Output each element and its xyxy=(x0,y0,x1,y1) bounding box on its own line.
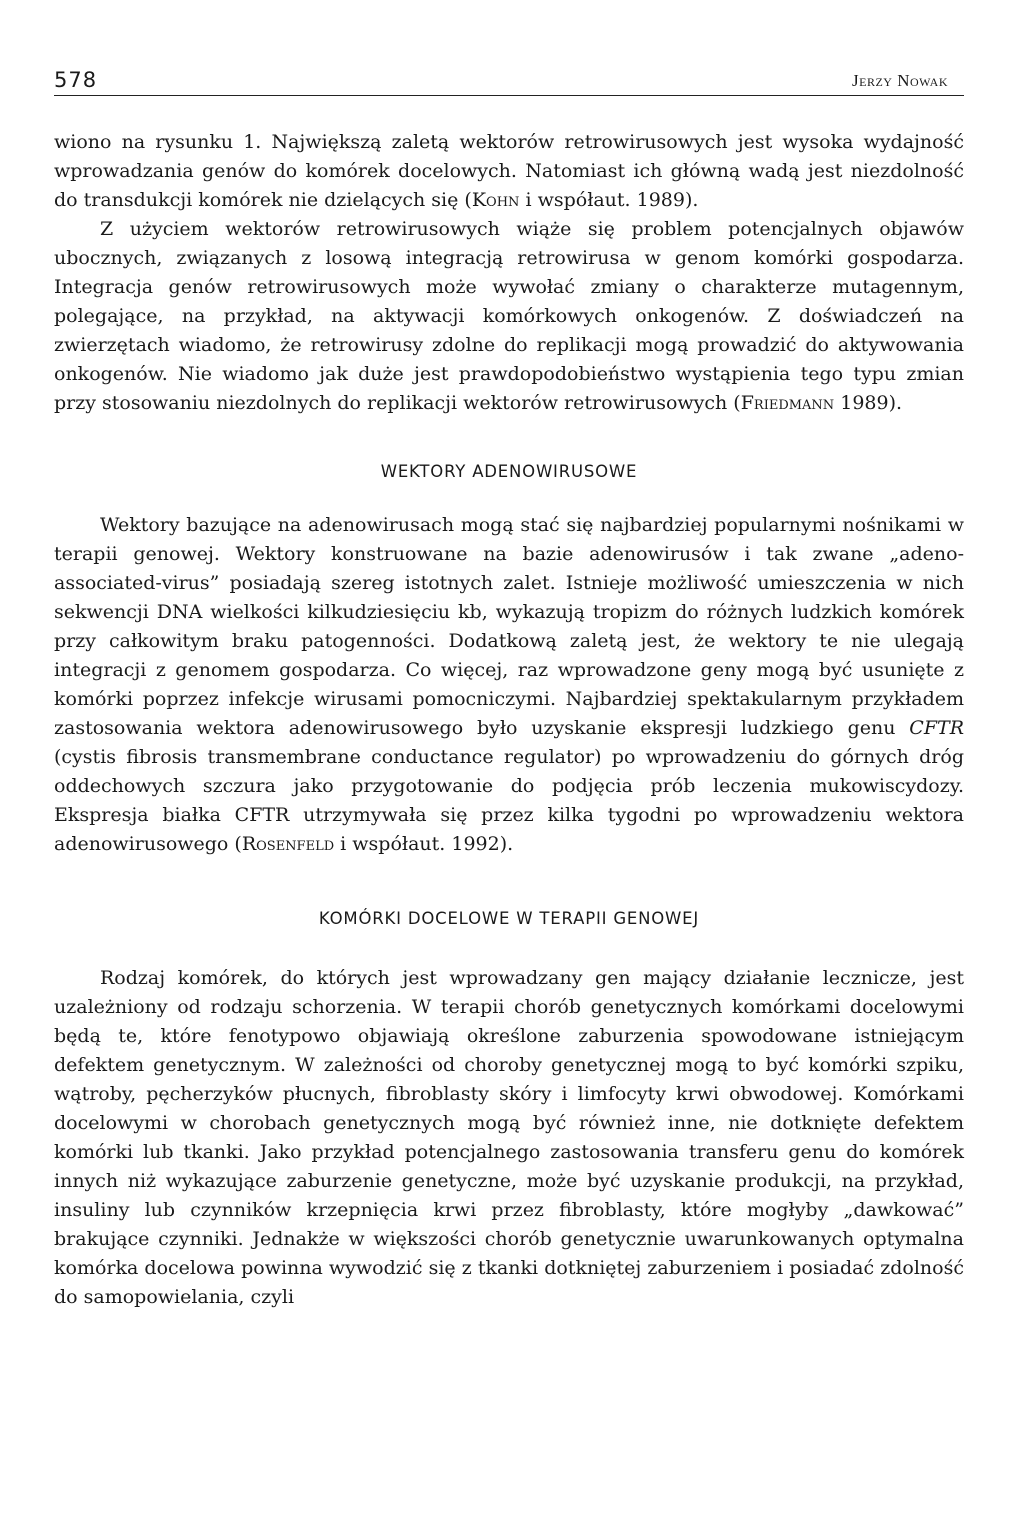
gene-name: CFTR xyxy=(909,717,964,739)
paragraph-adenoviral-vectors xyxy=(54,511,964,859)
page xyxy=(54,70,964,1312)
text-run: Z użyciem wektorów retrowirusowych wiąże się problem potencjalnych objawów ubocznych, związanych z losową integracją retrowirusa w genom komórki gospodarza. Integracja genów retrowirusowych może wywołać zmiany o charakterze mutagennym, polegające, na przykład, na aktywacji komórkowych onkogenów. Z doświadczeń na zwierzętach wiadomo, że retrowirusy zdolne do replikacji mogą prowadzić do aktywowania onkogenów. Nie wiadomo jak duże jest prawdopodobieństwo wystąpienia tego typu zmian przy stosowaniu niezdolnych do replikacji wektorów retrowirusowych ( xyxy=(54,218,964,414)
text-run: i współaut. 1989). xyxy=(519,189,699,211)
paragraph-target-cells xyxy=(54,964,964,1312)
text-run: i współaut. 1992). xyxy=(334,833,514,855)
citation-author: Rosenfeld xyxy=(241,833,335,855)
page-number: 578 xyxy=(54,68,98,92)
paragraph-retroviral-advantages xyxy=(54,128,964,215)
section-heading-adenoviral: WEKTORY ADENOWIRUSOWE xyxy=(380,462,638,481)
citation-author: Friedmann xyxy=(740,392,835,414)
section-heading-target-cells: KOMÓRKI DOCELOWE W TERAPII GENOWEJ xyxy=(318,909,700,928)
running-head: Jerzy Nowak xyxy=(852,71,948,90)
text-run: Rodzaj komórek, do których jest wprowadzany gen mający działanie lecznicze, jest uzależniony od rodzaju schorzenia. W terapii chorób genetycznych komórkami docelowymi będą te, które fenotypowo objawiają określone zaburzenia spowodowane istniejącym defektem genetycznym. W zależności od choroby genetycznej mogą to być komórki szpiku, wątroby, pęcherzyków płucnych, fibroblasty skóry i limfocyty krwi obwodowej. Komórkami docelowymi w chorobach genetycznych mogą być również inne, nie dotknięte defektem komórki lub tkanki. Jako przykład potencjalnego zastosowania transferu genu do komórek innych niż wykazujące zaburzenie genetyczne, może być uzyskanie produkcji, na przykład, insuliny lub czynników krzepnięcia krwi przez fibroblasty, które mogłyby „dawkować” brakujące czynniki. Jednakże w większości chorób genetycznie uwarunkowanych optymalna komórka docelowa powinna wywodzić się z tkanki dotkniętej zaburzeniem i posiadać zdolność do samopowielania, czyli xyxy=(54,967,964,1308)
text-run: 1989). xyxy=(834,392,903,414)
text-run: Wektory bazujące na adenowirusach mogą stać się najbardziej popularnymi nośnikami w terapii genowej. Wektory konstruowane na bazie adenowirusów i tak zwane „adeno-associated-virus” posiadają szereg istotnych zalet. Istnieje możliwość umieszczenia w nich sekwencji DNA wielkości kilkudziesięciu kb, wykazują tropizm do różnych ludzkich komórek przy całkowitym braku patogenności. Dodatkową zaletą jest, że wektory te nie ulegają integracji z genomem gospodarza. Co więcej, raz wprowadzone geny mogą być usunięte z komórki poprzez infekcje wirusami pomocniczymi. Najbardziej spektakularnym przykładem zastosowania wektora adenowirusowego było uzyskanie ekspresji ludzkiego genu xyxy=(54,514,964,739)
paragraph-side-effects xyxy=(54,215,964,418)
citation-author: Kohn xyxy=(471,189,520,211)
text-run: (cystis fibrosis transmembrane conductance regulator) po wprowadzeniu do górnych dróg oddechowych szczura jako przygotowanie do podjęcia prób leczenia mukowiscydozy. Ekspresja białka CFTR utrzymywała się przez kilka tygodni po wprowadzeniu wektora adenowirusowego ( xyxy=(54,746,964,855)
page-header xyxy=(54,70,964,96)
text-run: wiono na rysunku 1. Największą zaletą wektorów retrowirusowych jest wysoka wydajność wprowadzania genów do komórek docelowych. Natomiast ich główną wadą jest niezdolność do transdukcji komórek nie dzielących się ( xyxy=(54,131,964,211)
